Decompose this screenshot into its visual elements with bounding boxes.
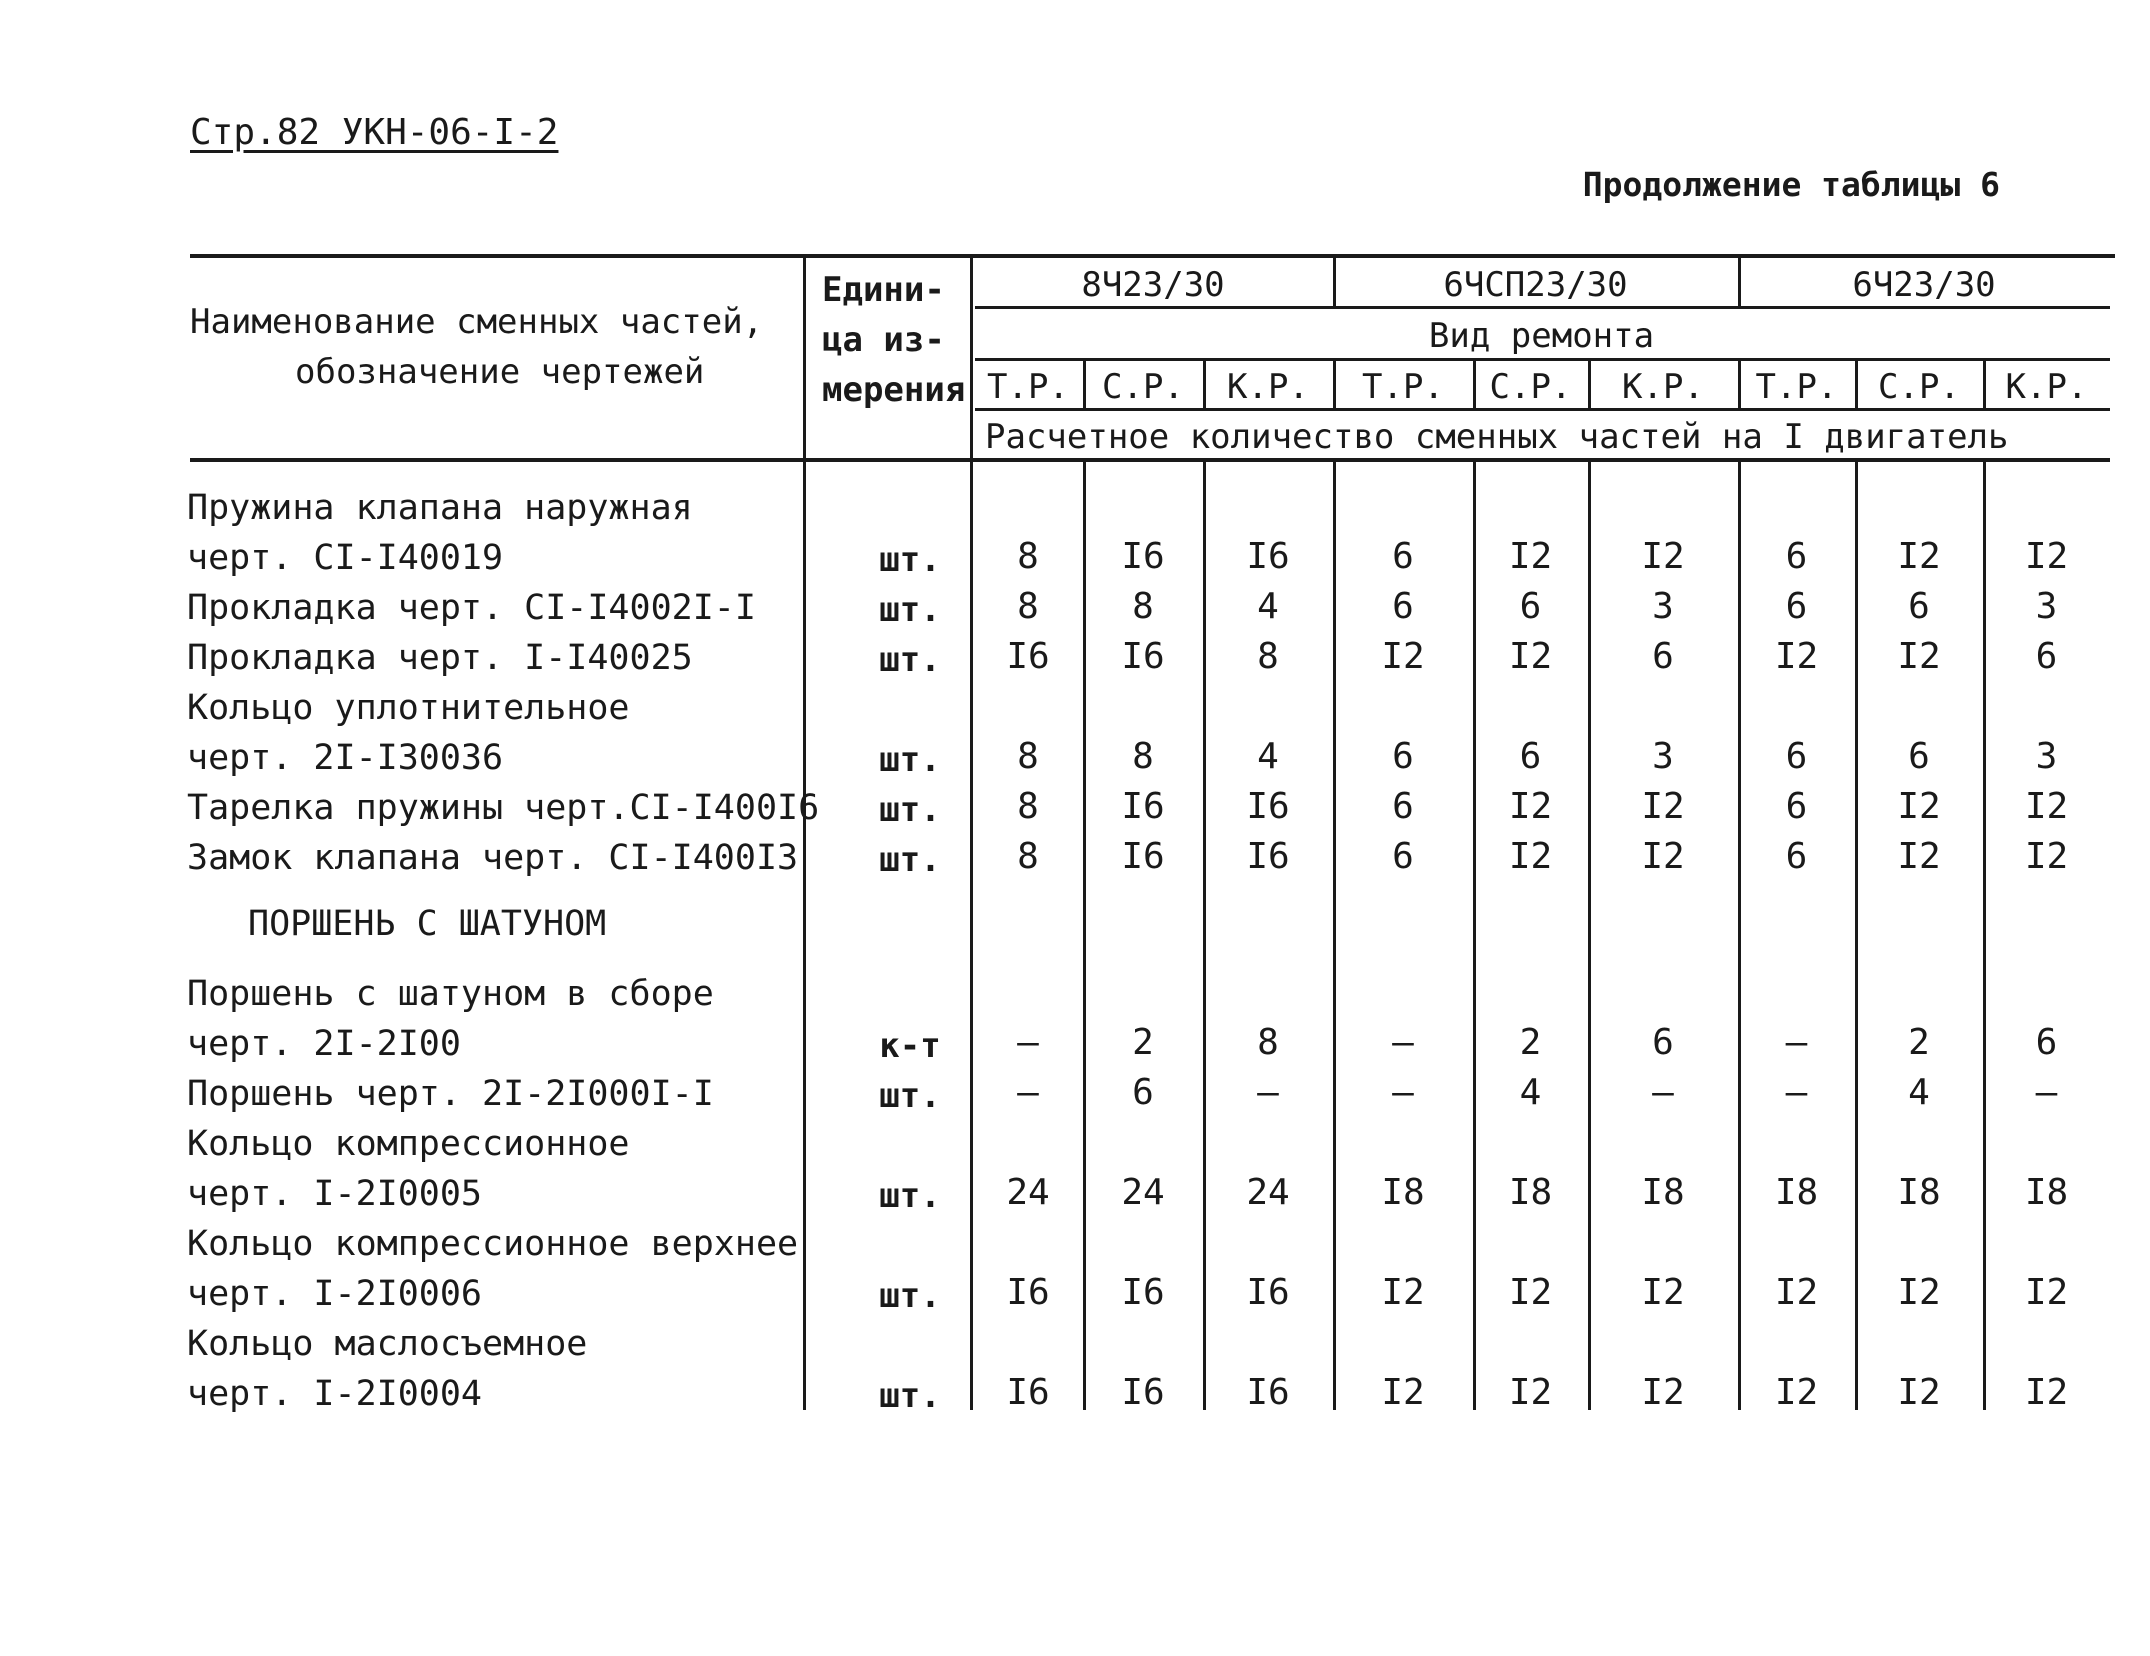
quantity-header: Расчетное количество сменных частей на I двигатель (985, 417, 2009, 457)
quantity-cell: 8 (1017, 736, 1039, 777)
quantity-cell: I8 (2024, 1172, 2069, 1213)
quantity-cell: I2 (1641, 786, 1685, 827)
quantity-cell: 6 (1392, 736, 1414, 777)
quantity-cell: I2 (1641, 1272, 1685, 1313)
quantity-cell: 6 (2035, 1022, 2058, 1063)
body-divider-name-unit (803, 460, 806, 1410)
quantity-cell: I8 (1774, 1172, 1819, 1213)
unit-cell: шт. (879, 590, 941, 630)
section-title: ПОРШЕНЬ С ШАТУНОМ (248, 904, 607, 944)
quantity-cell: 6 (1652, 636, 1674, 677)
quantity-cell: I8 (1381, 1172, 1425, 1213)
page-reference: Стр.82 УКН-06-I-2 (190, 112, 559, 153)
repair-type-kr-2: К.Р. (1622, 367, 1704, 407)
quantity-cell: – (1652, 1072, 1674, 1113)
quantity-cell: I2 (1897, 536, 1941, 577)
unit-cell: к-т (879, 1026, 941, 1066)
unit-cell: шт. (879, 1276, 941, 1316)
quantity-cell: I2 (1508, 636, 1553, 677)
repair-type-sr-2: С.Р. (1489, 367, 1572, 407)
part-name-line: черт. I-2I0004 (187, 1374, 483, 1414)
quantity-cell: 6 (1785, 586, 1808, 627)
unit-cell: шт. (879, 840, 941, 880)
quantity-cell: I6 (1121, 1372, 1165, 1413)
quantity-cell: 6 (1785, 786, 1808, 827)
name-unit-divider (803, 254, 806, 458)
repair-type-sr-1: С.Р. (1102, 367, 1184, 407)
table-top-rule (190, 254, 2115, 258)
quantity-cell: 4 (1519, 1072, 1542, 1113)
quantity-cell: 6 (1519, 586, 1542, 627)
part-name-line: Кольцо компрессионное верхнее (187, 1224, 799, 1264)
quantity-cell: I2 (1508, 536, 1553, 577)
quantity-cell: 6 (1392, 536, 1414, 577)
quantity-cell: 2 (1132, 1022, 1154, 1063)
quantity-cell: – (1257, 1072, 1279, 1113)
quantity-cell: – (1392, 1072, 1414, 1113)
quantity-cell: I2 (1897, 636, 1941, 677)
part-name-line: Кольцо уплотнительное (187, 688, 630, 728)
quantity-cell: I6 (1121, 786, 1165, 827)
part-name-line: Пружина клапана наружная (187, 488, 693, 528)
quantity-cell: 6 (1908, 736, 1930, 777)
table-caption: Продолжение таблицы 6 (1582, 165, 2000, 204)
quantity-cell: I6 (1121, 1272, 1165, 1313)
quantity-cell: I6 (1246, 836, 1290, 877)
quantity-cell: 6 (1785, 536, 1808, 577)
unit-column-header-line-3: мерения (822, 370, 966, 410)
quantity-cell: I2 (1381, 1272, 1425, 1313)
unit-column-header-line-2: ца из- (822, 320, 945, 360)
engine-header-6ch23-30: 6Ч23/30 (1852, 265, 1996, 305)
unit-cell: шт. (879, 640, 941, 680)
quantity-cell: – (2035, 1072, 2058, 1113)
quantity-cell: 2 (1908, 1022, 1930, 1063)
quantity-cell: – (1785, 1072, 1808, 1113)
part-name-line: черт. I-2I0005 (187, 1174, 483, 1214)
quantity-cell: I2 (2024, 1272, 2069, 1313)
unit-cell: шт. (879, 1076, 941, 1116)
quantity-cell: – (1785, 1022, 1808, 1063)
quantity-cell: I2 (1508, 1372, 1553, 1413)
quantity-cell: 8 (1257, 636, 1279, 677)
quantity-cell: 8 (1017, 536, 1039, 577)
quantity-cell: 4 (1257, 736, 1279, 777)
quantity-cell: 8 (1017, 786, 1039, 827)
quantity-cell: 6 (1392, 786, 1414, 827)
quantity-cell: I2 (1641, 536, 1685, 577)
part-name-line: Прокладка черт. CI-I4002I-I (187, 588, 756, 628)
part-name-line: черт. 2I-I30036 (187, 738, 504, 778)
header-bottom-rule (190, 458, 2110, 462)
quantity-cell: 6 (1908, 586, 1930, 627)
quantity-cell: 8 (1257, 1022, 1279, 1063)
quantity-cell: 24 (1006, 1172, 1050, 1213)
quantity-cell: I8 (1641, 1172, 1685, 1213)
repair-type-tr-3: Т.Р. (1755, 367, 1838, 407)
quantity-cell: I2 (2024, 536, 2069, 577)
quantity-cell: I2 (1897, 1372, 1941, 1413)
quantity-cell: I2 (2024, 836, 2069, 877)
part-name-line: Кольцо маслосъемное (187, 1324, 588, 1364)
quantity-cell: I2 (1897, 1272, 1941, 1313)
quantity-cell: 6 (1132, 1072, 1154, 1113)
quantity-cell: 24 (1246, 1172, 1290, 1213)
part-name-line: Тарелка пружины черт.CI-I400I6 (187, 788, 820, 828)
quantity-cell: I2 (1508, 836, 1553, 877)
quantity-cell: 4 (1257, 586, 1279, 627)
quantity-cell: I2 (1381, 636, 1425, 677)
part-name-line: Кольцо компрессионное (187, 1124, 630, 1164)
quantity-cell: I8 (1897, 1172, 1941, 1213)
quantity-cell: I2 (2024, 786, 2069, 827)
repair-type-header: Вид ремонта (1428, 316, 1655, 356)
quantity-cell: I2 (1641, 836, 1685, 877)
repair-type-tr-1: Т.Р. (987, 367, 1069, 407)
quantity-cell: I2 (1508, 1272, 1553, 1313)
quantity-cell: 6 (2035, 636, 2058, 677)
quantity-cell: I2 (1641, 1372, 1685, 1413)
quantity-cell: I6 (1246, 1272, 1290, 1313)
quantity-cell: 8 (1017, 836, 1039, 877)
unit-cell: шт. (879, 1376, 941, 1416)
part-name-line: Прокладка черт. I-I40025 (187, 638, 693, 678)
quantity-cell: I6 (1246, 1372, 1290, 1413)
quantity-cell: 24 (1121, 1172, 1165, 1213)
repair-abbrev-rule (975, 408, 2110, 411)
part-name-line: черт. 2I-2I00 (187, 1024, 461, 1064)
part-name-line: черт. I-2I0006 (187, 1274, 483, 1314)
quantity-cell: I2 (1897, 836, 1941, 877)
quantity-cell: I6 (1121, 536, 1165, 577)
quantity-cell: 6 (1785, 836, 1808, 877)
quantity-cell: – (1017, 1072, 1039, 1113)
quantity-cell: 8 (1017, 586, 1039, 627)
engine-header-6chsp23-30: 6ЧСП23/30 (1443, 265, 1628, 305)
repair-type-sr-3: С.Р. (1878, 367, 1960, 407)
quantity-cell: I6 (1121, 836, 1165, 877)
unit-cell: шт. (879, 740, 941, 780)
quantity-cell: I2 (1774, 636, 1819, 677)
quantity-cell: 6 (1519, 736, 1542, 777)
unit-column-header-line-1: Едини- (822, 270, 945, 310)
quantity-cell: I2 (1774, 1372, 1819, 1413)
quantity-cell: 6 (1652, 1022, 1674, 1063)
repair-type-kr-1: К.Р. (1227, 367, 1309, 407)
quantity-cell: – (1017, 1022, 1039, 1063)
part-name-line: черт. CI-I40019 (187, 538, 504, 578)
repair-type-kr-3: К.Р. (2005, 367, 2088, 407)
part-name-line: Поршень с шатуном в сборе (187, 974, 714, 1014)
quantity-cell: I6 (1006, 1272, 1050, 1313)
unit-cell: шт. (879, 790, 941, 830)
engine-header-8ch23-30: 8Ч23/30 (1081, 265, 1225, 305)
quantity-cell: I6 (1246, 536, 1290, 577)
repair-type-tr-2: Т.Р. (1362, 367, 1444, 407)
quantity-cell: 3 (2035, 586, 2058, 627)
quantity-cell: 6 (1392, 586, 1414, 627)
name-column-header-line-1: Наименование сменных частей, (190, 302, 764, 342)
part-name-line: Замок клапана черт. CI-I400I3 (187, 838, 799, 878)
quantity-cell: I2 (1508, 786, 1553, 827)
quantity-cell: 3 (1652, 736, 1674, 777)
quantity-cell: I2 (1774, 1272, 1819, 1313)
unit-cell: шт. (879, 1176, 941, 1216)
quantity-cell: 2 (1519, 1022, 1542, 1063)
quantity-cell: 4 (1908, 1072, 1930, 1113)
part-name-line: Поршень черт. 2I-2I000I-I (187, 1074, 714, 1114)
quantity-cell: I2 (2024, 1372, 2069, 1413)
engine-header-rule (975, 306, 2110, 309)
quantity-cell: I6 (1246, 786, 1290, 827)
repair-type-header-rule (975, 358, 2110, 361)
quantity-cell: 8 (1132, 736, 1154, 777)
quantity-cell: 3 (1652, 586, 1674, 627)
quantity-cell: I6 (1006, 636, 1050, 677)
name-column-header-line-2: обозначение чертежей (295, 352, 705, 392)
quantity-cell: 6 (1392, 836, 1414, 877)
quantity-cell: 8 (1132, 586, 1154, 627)
quantity-cell: 3 (2035, 736, 2058, 777)
unit-cell: шт. (879, 540, 941, 580)
quantity-cell: I2 (1897, 786, 1941, 827)
quantity-cell: 6 (1785, 736, 1808, 777)
quantity-cell: I6 (1006, 1372, 1050, 1413)
quantity-cell: I6 (1121, 636, 1165, 677)
quantity-cell: I8 (1508, 1172, 1553, 1213)
quantity-cell: I2 (1381, 1372, 1425, 1413)
quantity-cell: – (1392, 1022, 1414, 1063)
